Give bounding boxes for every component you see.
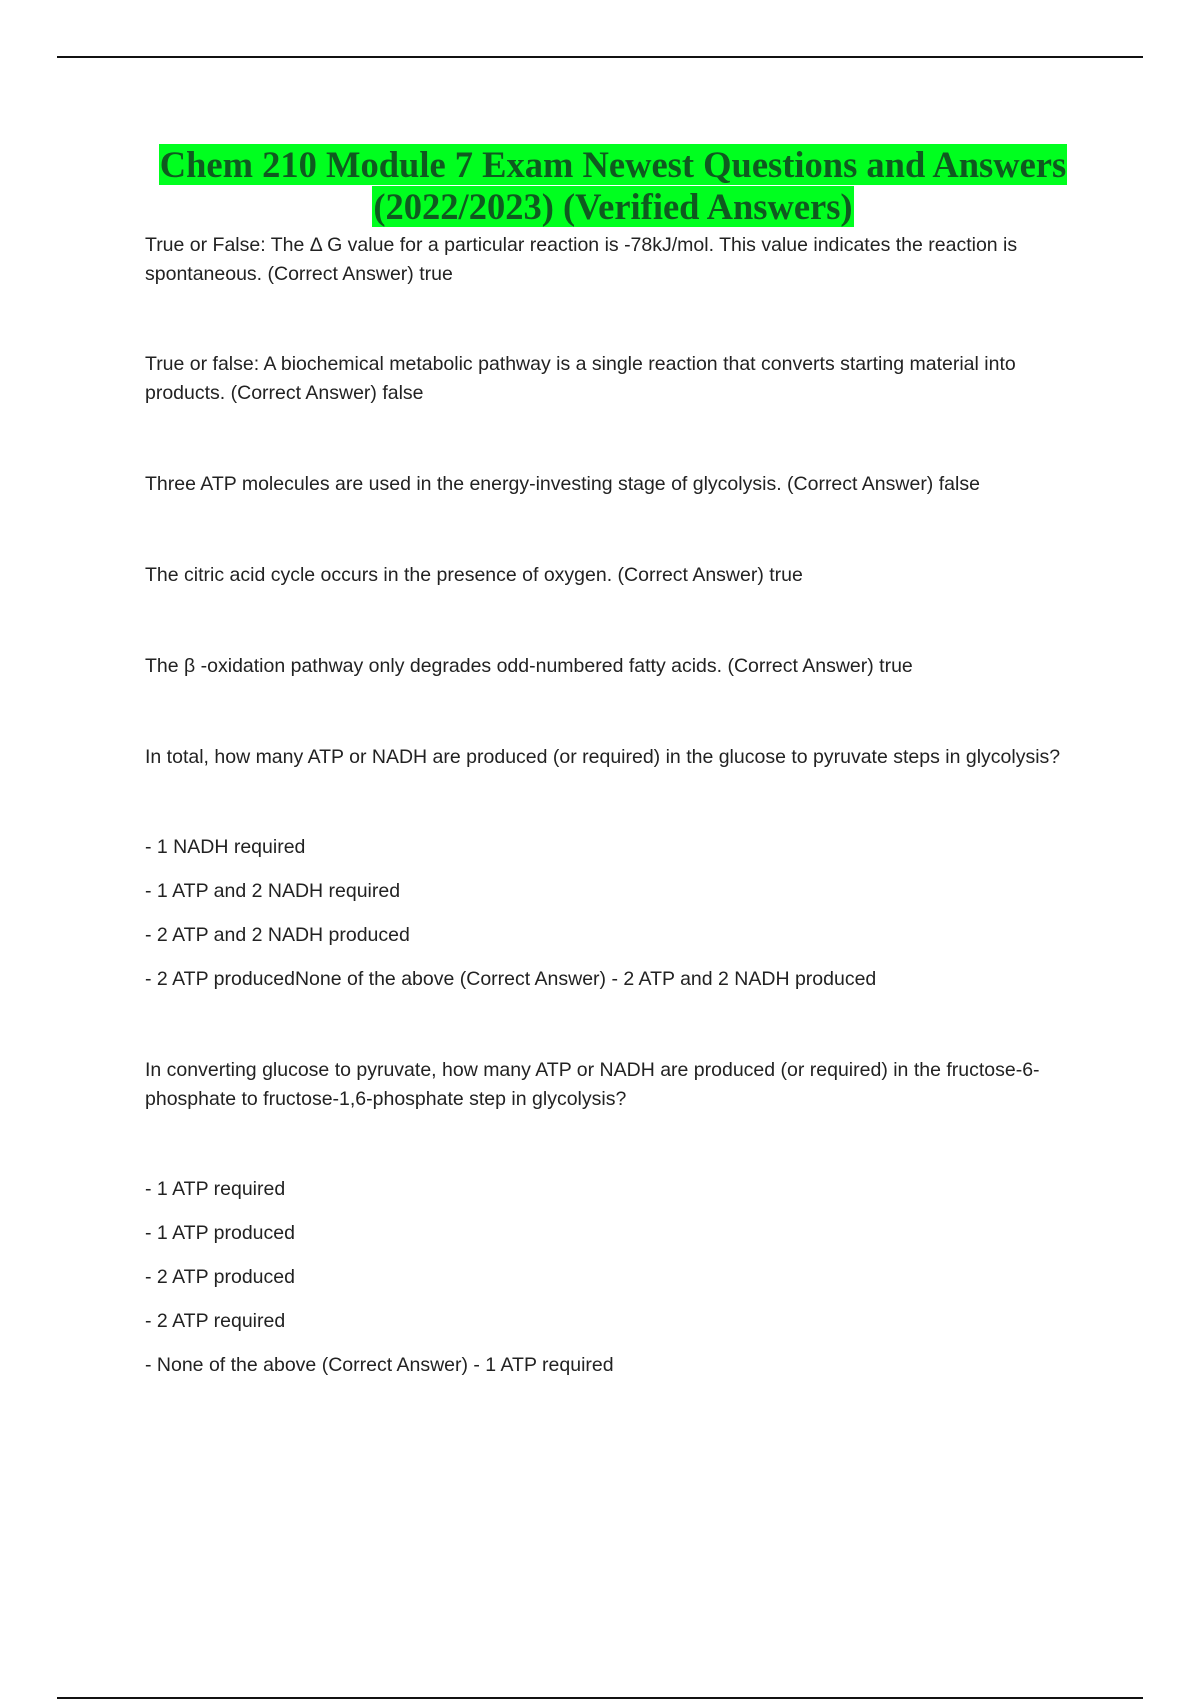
page-title xyxy=(146,144,1080,228)
question-7-option-1: - 1 ATP required xyxy=(145,1178,286,1200)
question-1: True or False: The Δ G value for a particular reaction is -78kJ/mol. This value indicates the reaction is spontaneous. (Correct Answer) true xyxy=(145,234,1018,285)
question-7-option-4: - 2 ATP required xyxy=(145,1310,286,1332)
question-7-option-5: - None of the above (Correct Answer) - 1 ATP required xyxy=(145,1354,614,1376)
top-rule xyxy=(57,56,1143,58)
bottom-rule xyxy=(57,1697,1143,1699)
question-7-option-2: - 1 ATP produced xyxy=(145,1222,295,1244)
question-6-option-1: - 1 NADH required xyxy=(145,836,306,858)
question-7-option-3: - 2 ATP produced xyxy=(145,1266,295,1288)
question-6: In total, how many ATP or NADH are produced (or required) in the glucose to pyruvate steps in glycolysis? xyxy=(145,746,1061,768)
question-6-option-4: - 2 ATP producedNone of the above (Correct Answer) - 2 ATP and 2 NADH produced xyxy=(145,968,877,990)
question-3: Three ATP molecules are used in the energy-investing stage of glycolysis. (Correct Answer) false xyxy=(145,473,980,495)
question-6-option-2: - 1 ATP and 2 NADH required xyxy=(145,880,401,902)
title-line-1: Chem 210 Module 7 Exam Newest Questions and Answers xyxy=(159,144,1067,185)
question-5: The β -oxidation pathway only degrades odd-numbered fatty acids. (Correct Answer) true xyxy=(145,655,913,677)
question-7: In converting glucose to pyruvate, how many ATP or NADH are produced (or required) in the fructose-6-phosphate to fructose-1,6-phosphate step in glycolysis? xyxy=(145,1059,1040,1110)
question-2: True or false: A biochemical metabolic pathway is a single reaction that converts starting material into products. (Correct Answer) false xyxy=(145,353,1016,404)
question-4: The citric acid cycle occurs in the presence of oxygen. (Correct Answer) true xyxy=(145,564,803,586)
document-body xyxy=(145,231,1085,1395)
question-6-option-3: - 2 ATP and 2 NADH produced xyxy=(145,924,410,946)
title-line-2: (2022/2023) (Verified Answers) xyxy=(373,186,853,227)
